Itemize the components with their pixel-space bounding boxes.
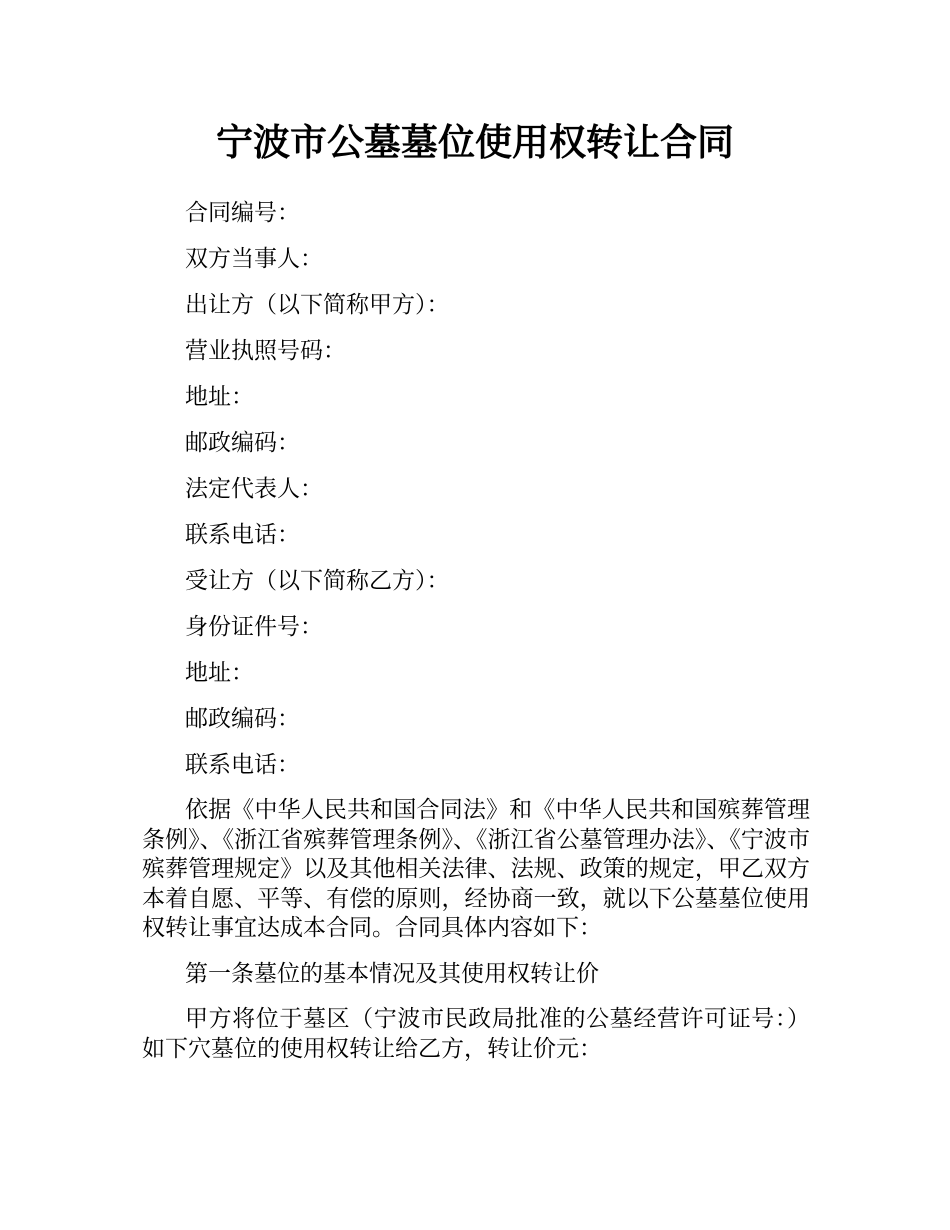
business-license-field: 营业执照号码： bbox=[185, 338, 346, 364]
intro-paragraph: 依据《中华人民共和国合同法》和《中华人民共和国殡葬管理条例》、《浙江省殡葬管理条例》、《浙江省公墓管理办法》、《宁波市殡葬管理规定》以及其他相关法律、法规、政策的规定，甲乙双方本着自愿、平等、有偿的原则，经协商一致，就以下公墓墓位使用权转让事宜达成本合同。合同具体内容如下： bbox=[142, 797, 810, 941]
party-a-phone-field: 联系电话： bbox=[185, 522, 300, 548]
article-1-heading: 第一条墓位的基本情况及其使用权转让价 bbox=[185, 960, 599, 987]
contract-number-field: 合同编号： bbox=[185, 200, 300, 226]
party-b-phone-field: 联系电话： bbox=[185, 752, 300, 778]
document-title: 宁波市公墓墓位使用权转让合同 bbox=[216, 121, 734, 164]
party-b-field: 受让方（以下简称乙方）： bbox=[185, 568, 450, 594]
party-a-postcode-field: 邮政编码： bbox=[185, 430, 300, 456]
party-a-field: 出让方（以下简称甲方）： bbox=[185, 292, 450, 318]
id-number-field: 身份证件号： bbox=[185, 614, 323, 640]
party-a-address-field: 地址： bbox=[185, 384, 254, 410]
document-body bbox=[142, 198, 810, 1080]
article-1-paragraph: 甲方将位于墓区（宁波市民政局批准的公墓经营许可证号：）如下穴墓位的使用权转让给乙方，转让价元： bbox=[142, 1006, 810, 1062]
legal-representative-field: 法定代表人： bbox=[185, 476, 323, 502]
party-b-postcode-field: 邮政编码： bbox=[185, 706, 300, 732]
parties-field: 双方当事人： bbox=[185, 246, 323, 272]
party-b-address-field: 地址： bbox=[185, 660, 254, 686]
